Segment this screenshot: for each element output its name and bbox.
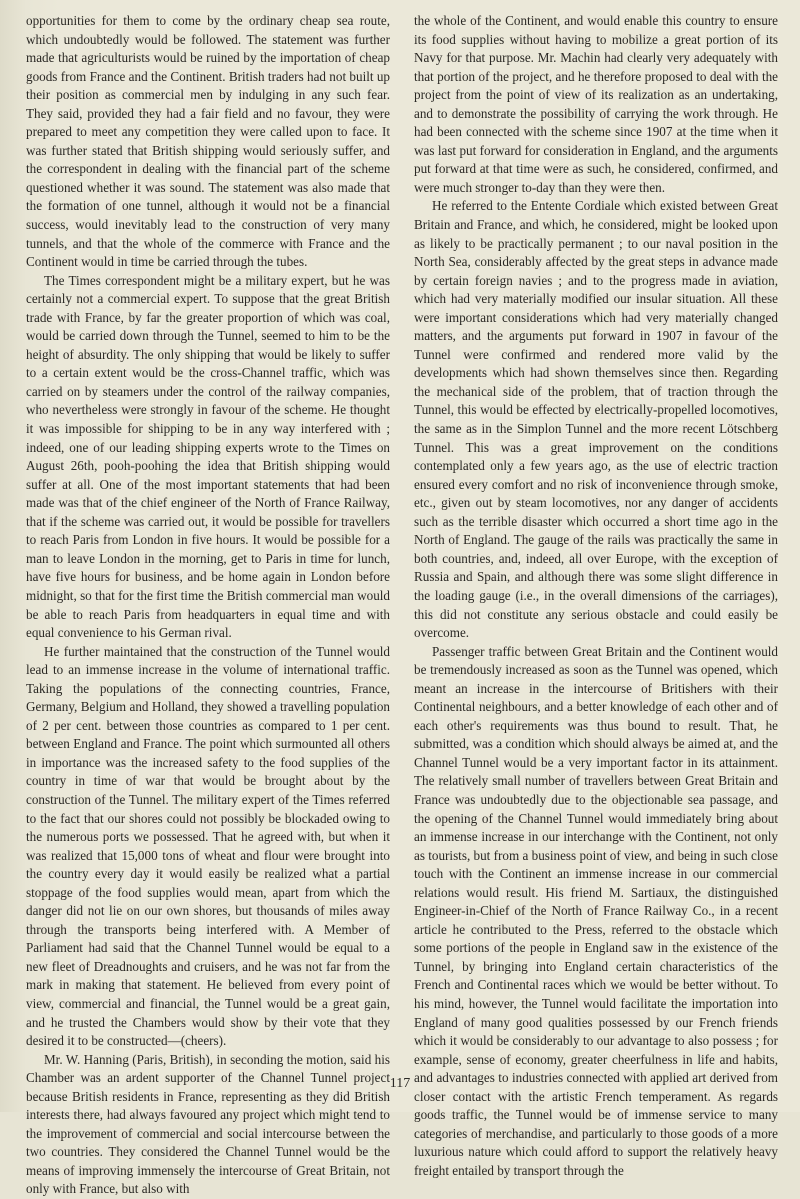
right-column [414, 12, 778, 1180]
paragraph: Mr. W. Hanning (Paris, British), in seconding the motion, said his Chamber was an ardent supporter of the Channel Tunnel project because British residents in France, representing as they did British interests there, had always favoured any project which might tend to the improvement of commercial and social intercourse between the two countries. They considered the Channel Tunnel would be the means of improving immensely the intercourse of Great Britain, not only with France, but also with [26, 1051, 390, 1197]
page-number: 117 [389, 1076, 411, 1091]
paragraph: Passenger traffic between Great Britain and the Continent would be tremendously increased as soon as the Tunnel was opened, which meant an increase in the intercourse of Britishers with their Continental neighbours, and a better knowledge of each other and of each other's requirements was thus bound to result. That, he submitted, was a condition which should always be aimed at, and the Channel Tunnel would be a very important factor in its attainment. The relatively small number of travellers between Great Britain and France was undoubtedly due to the objectionable sea passage, and the opening of the Channel Tunnel would immediately bring about an immense increase in our interchange with the Continent, not only as tourists, but from a business point of view, and being in such close touch with the Continent an immense increase in our commercial relations would result. His friend M. Sartiaux, the distinguished Engineer-in-Chief of the North of France Railway Co., in a recent article he contributed to the Press, referred to the obstacle which some portions of the people in England saw in the existence of the Tunnel, by bringing into England certain characteristics of the French and Continental races which we would be better without. To his mind, however, the Tunnel would facilitate the importation into England of many good qualities possessed by our French friends which it would be considerably to our advantage to also possess ; for example, sense of economy, greater cheerfulness in life and habits, and advantages to industries connected with applied art derived from closer contact with the artistic French temperament. As regards goods traffic, the Tunnel would be of immense service to many categories of merchandise, and particularly to those goods of a more luxurious nature which could afford to support the relatively heavy freight entailed by transport through the [414, 643, 778, 1178]
paragraph: He referred to the Entente Cordiale which existed between Great Britain and France, and which, he considered, might be looked upon as likely to be practically permanent ; to our naval position in the North Sea, considerably affected by the great steps in advance made by certain foreign navies ; and to the progress made in aviation, which had very materially modified our insular situation. All these were important considerations which had very materially changed matters, and the arguments put forward in 1907 in favour of the Tunnel were confirmed and rendered more valid by the developments which had shown themselves since then. Regarding the mechanical side of the problem, that of traction through the Tunnel, this would be effected by electrically-propelled locomotives, the same as in the Simplon Tunnel and the more recent Lötschberg Tunnel. This was a great improvement on the conditions contemplated only a few years ago, as the use of electric traction ensured every comfort and no risk of inconvenience through smoke, etc., given out by steam locomotives, nor any danger of accidents such as the terrible disaster which occurred a short time ago in the North of England. The gauge of the rails was practically the same in both countries, and, indeed, all over Europe, with the exception of Russia and Spain, and although there was some slight difference in the loading gauge (i.e., in the overall dimensions of the carriages), this did not constitute any serious obstacle and could easily be overcome. [414, 198, 778, 641]
paragraph: The Times correspondent might be a military expert, but he was certainly not a commercial expert. To suppose that the great British trade with France, by far the greater proportion of which was coal, would be carried down through the Tunnel, seemed to him to be the height of absurdity. The only shipping that would be likely to suffer to a certain extent would be the cross-Channel traffic, which was carried on by steamers under the control of the railway companies, who nevertheless were strongly in favour of the scheme. He thought it was impossible for shipping to be in any way interfered with ; indeed, one of our leading shipping experts wrote to the Times on August 26th, pooh-poohing the idea that British shipping would suffer at all. One of the most important statements that had been made was that of the chief engineer of the North of France Railway, that if the scheme was carried out, it would be possible for travellers to reach Paris from London in five hours. It would be possible for a man to leave London in the morning, get to Paris in time for lunch, have five hours for business, and be home again in London before midnight, so that for the first time the British commercial man would be able to reach Paris from headquarters in equal time and with equal convenience to his German rival. [26, 272, 390, 641]
left-column [26, 12, 390, 1199]
paragraph: opportunities for them to come by the ordinary cheap sea route, which undoubtedly would be followed. The statement was further made that agriculturists would be ruined by the importation of cheap goods from France and the Continent. British traders had not built up their position as commercial men by indulging in any such fear. They said, provided they had a fair field and no favour, they were prepared to meet any competition they were called upon to face. It was further stated that British shipping would seriously suffer, and the correspondent in dealing with the financial part of the scheme questioned whether it was sound. The statement was also made that the formation of one tunnel, although it would not be a financial success, would inevitably lead to the construction of very many tunnels, and that the whole of the commerce with France and the Continent would in time be carried through the tubes. [26, 13, 390, 270]
paragraph: He further maintained that the construction of the Tunnel would lead to an immense increase in the volume of international traffic. Taking the populations of the connecting countries, France, Germany, Belgium and Holland, they showed a travelling population of 2 per cent. between those countries as compared to 1 per cent. between England and France. The point which surmounted all others in importance was the increased safety to the food supplies of the country in time of war that would be brought about by the construction of the Tunnel. The military expert of the Times referred to the fact that our shores could not possibly be blockaded owing to the numerous ports we possessed. That he agreed with, but when it was realized that 15,000 tons of wheat and flour were brought into the country every day it would easily be realized what a partial stoppage of the food supplies would mean, apart from which the danger did not lie on our own shores, but thousands of miles away through the transports being interfered with. A Member of Parliament had said that the Channel Tunnel would be equal to a new fleet of Dreadnoughts and cruisers, and he was not far from the mark in making that statement. He believed from every point of view, commercial and financial, the Tunnel would be a great gain, and he trusted the Chambers would show by their vote that they desired it to be constructed—(cheers). [26, 643, 390, 1049]
paragraph: the whole of the Continent, and would enable this country to ensure its food supplies without having to mobilize a great portion of its Navy for that purpose. Mr. Machin had clearly very adequately with that portion of the project, and he therefore proposed to deal with the project from the point of view of its realization as an undertaking, and to demonstrate the possibility of carrying the work through. He had been connected with the scheme since 1907 at the time when it was last put forward for consideration in England, and the arguments put forward at that time were as such, he considered, confirmed, and were much stronger to-day than they were then. [414, 13, 778, 195]
